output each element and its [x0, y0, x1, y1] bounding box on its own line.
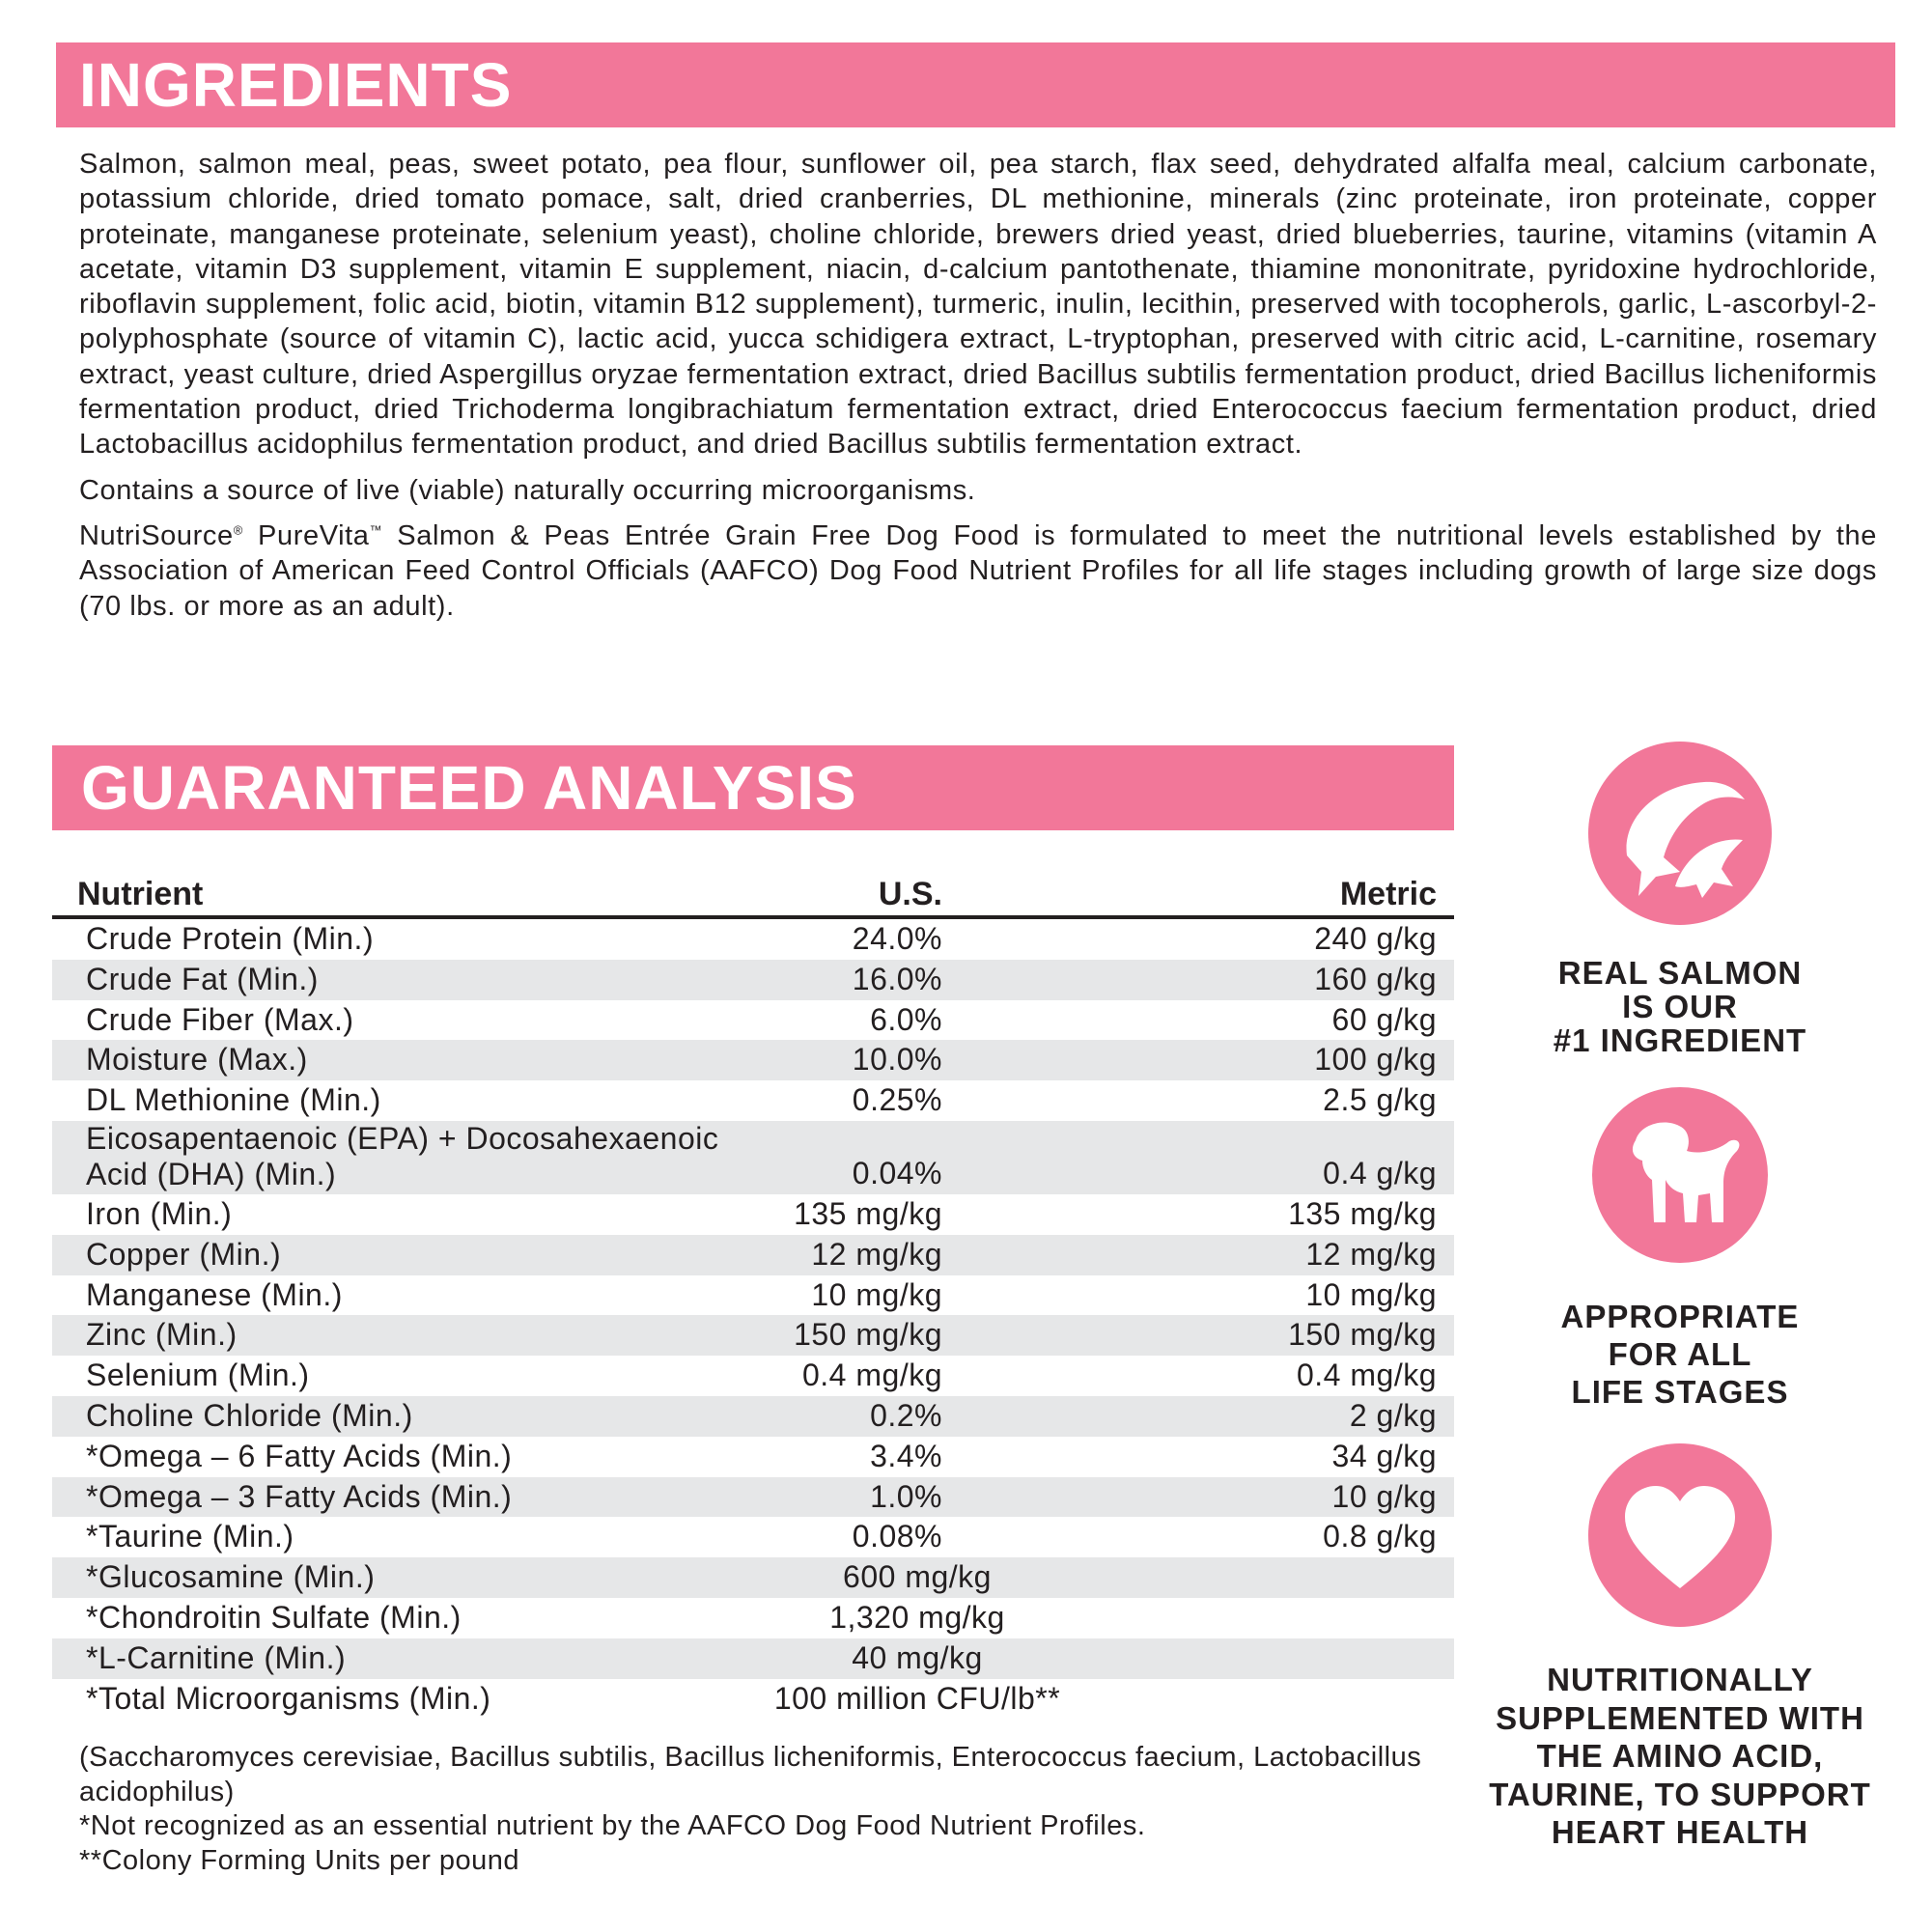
table-row: [52, 1356, 1454, 1396]
us-value: 24.0%: [852, 921, 942, 956]
table-row: [52, 1315, 1454, 1356]
nutrient-name: *Omega – 3 Fatty Acids (Min.): [86, 1478, 513, 1514]
table-row: [52, 1121, 1454, 1194]
metric-value: 60 g/kg: [1331, 1001, 1437, 1037]
nutrient-name: Copper (Min.): [86, 1236, 282, 1272]
metric-value: 240 g/kg: [1314, 921, 1437, 956]
us-value: 0.25%: [852, 1082, 942, 1118]
nutrient-name: Manganese (Min.): [86, 1276, 343, 1312]
nutrient-name: Crude Fiber (Max.): [86, 1001, 354, 1037]
metric-value: 2 g/kg: [1349, 1397, 1437, 1433]
us-value: 3.4%: [870, 1438, 942, 1473]
table-row: [52, 1477, 1454, 1518]
us-value: 16.0%: [852, 961, 942, 996]
analysis-table-body: [52, 919, 1454, 1719]
badge-life-stages-text: APPROPRIATE FOR ALL LIFE STAGES: [1560, 1299, 1800, 1410]
nutrient-name: Moisture (Max.): [86, 1042, 308, 1078]
metric-value: 0.8 g/kg: [1323, 1519, 1437, 1554]
us-value: 10 mg/kg: [811, 1276, 942, 1312]
table-row: [52, 1194, 1454, 1235]
nutrient-name: *Taurine (Min.): [86, 1519, 294, 1554]
us-value: 10.0%: [852, 1042, 942, 1078]
salmon-icon: [1588, 742, 1772, 925]
us-value: 0.4 mg/kg: [801, 1358, 942, 1393]
puppy-icon: [1592, 1087, 1768, 1263]
metric-value: 10 mg/kg: [1305, 1276, 1437, 1312]
table-row: [52, 960, 1454, 1000]
trademark-mark: ™: [369, 522, 383, 538]
combined-value: 100 million CFU/lb**: [773, 1680, 1061, 1716]
us-value: 1.0%: [870, 1478, 942, 1514]
metric-value: 34 g/kg: [1331, 1438, 1437, 1473]
metric-value: 12 mg/kg: [1305, 1236, 1437, 1272]
product-line: PureVita: [258, 519, 370, 551]
nutrient-name: Selenium (Min.): [86, 1358, 310, 1393]
nutrient-name: Crude Fat (Min.): [86, 961, 319, 996]
footnote: **Colony Forming Units per pound: [79, 1844, 520, 1876]
microorganisms-note: Contains a source of live (viable) naturally occurring microorganisms.: [79, 474, 976, 506]
aafco-statement-text: Salmon & Peas Entrée Grain Free Dog Food is formulated to meet the nutritional levels established by the Association of American Feed Control Officials (AAFCO) Dog Food Nutrient Profiles for all life stages including growth of large size dogs (70 lbs. or more as an adult).: [79, 519, 1877, 622]
us-value: 6.0%: [870, 1001, 942, 1037]
table-row: [52, 1679, 1454, 1720]
combined-value: 40 mg/kg: [852, 1639, 983, 1675]
table-row: [52, 919, 1454, 960]
heart-icon: [1588, 1443, 1772, 1627]
badge-real-salmon: [1487, 742, 1873, 1057]
metric-value: 2.5 g/kg: [1323, 1082, 1437, 1118]
table-row: [52, 1275, 1454, 1316]
analysis-table-header: [52, 873, 1454, 919]
badge-heart-health-text: NUTRITIONALLY SUPPLEMENTED WITH THE AMINO ACID, TAURINE, TO SUPPORT HEART HEALTH: [1489, 1662, 1871, 1850]
table-row: [52, 1000, 1454, 1041]
nutrient-name: DL Methionine (Min.): [86, 1082, 381, 1118]
badge-heart-health: [1487, 1443, 1873, 1852]
table-row: [52, 1557, 1454, 1598]
us-value: 135 mg/kg: [794, 1195, 942, 1231]
ingredients-title: INGREDIENTS: [79, 50, 513, 120]
badge-real-salmon-text: REAL SALMON IS OUR #1 INGREDIENT: [1553, 955, 1807, 1058]
metric-value: 100 g/kg: [1314, 1042, 1437, 1078]
analysis-table: [52, 873, 1454, 1719]
nutrient-name: Zinc (Min.): [86, 1317, 238, 1353]
metric-value: 160 g/kg: [1314, 961, 1437, 996]
nutrient-name: *Omega – 6 Fatty Acids (Min.): [86, 1438, 513, 1473]
table-row: [52, 1396, 1454, 1437]
brand-name: NutriSource: [79, 519, 234, 551]
table-row: [52, 1080, 1454, 1121]
header-nutrient: Nutrient: [77, 876, 204, 912]
table-row: [52, 1235, 1454, 1275]
registered-mark: ®: [233, 522, 243, 538]
analysis-footnotes: [79, 1741, 1450, 1878]
footnote: (Saccharomyces cerevisiae, Bacillus subtilis, Bacillus licheniformis, Enterococcus faecium, Lactobacillus acidophilus): [79, 1742, 1422, 1807]
header-metric: Metric: [1339, 876, 1437, 912]
analysis-title: GUARANTEED ANALYSIS: [81, 753, 857, 823]
combined-value: 1,320 mg/kg: [829, 1599, 1005, 1635]
footnote: *Not recognized as an essential nutrient by the AAFCO Dog Food Nutrient Profiles.: [79, 1810, 1146, 1841]
nutrient-name: *Glucosamine (Min.): [86, 1559, 376, 1595]
nutrient-name: *Chondroitin Sulfate (Min.): [86, 1599, 462, 1635]
us-value: 150 mg/kg: [794, 1317, 942, 1353]
nutrient-name: *Total Microorganisms (Min.): [86, 1680, 491, 1716]
metric-value: 135 mg/kg: [1288, 1195, 1437, 1231]
nutrient-name: Iron (Min.): [86, 1195, 233, 1231]
ingredients-banner: [56, 42, 1895, 127]
nutrient-name: *L-Carnitine (Min.): [86, 1639, 347, 1675]
ingredients-list: Salmon, salmon meal, peas, sweet potato, pea flour, sunflower oil, pea starch, flax seed, dehydrated alfalfa meal, calcium carbonate, potassium chloride, dried tomato pomace, salt, dried cranberries, DL methionine, minerals (zinc proteinate, iron proteinate, copper proteinate, manganese proteinate, selenium yeast), choline chloride, brewers dried yeast, dried blueberries, taurine, vitamins (vitamin A acetate, vitamin D3 supplement, vitamin E supplement, niacin, d-calcium pantothenate, thiamine mononitrate, pyridoxine hydrochloride, riboflavin supplement, folic acid, biotin, vitamin B12 supplement), turmeric, inulin, lecithin, preserved with tocopherols, garlic, L-ascorbyl-2-polyphosphate (source of vitamin C), lactic acid, yucca schidigera extract, L-tryptophan, preserved with citric acid, L-carnitine, rosemary extract, yeast culture, dried Aspergillus oryzae fermentation extract, dried Bacillus subtilis fermentation product, dried Bacillus licheniformis fermentation product, dried Trichoderma longibrachiatum fermentation extract, dried Enterococcus faecium fermentation product, dried Lactobacillus acidophilus fermentation product, and dried Bacillus subtilis fermentation extract.: [79, 149, 1877, 461]
metric-value: 10 g/kg: [1331, 1478, 1437, 1514]
us-value: 12 mg/kg: [811, 1236, 942, 1272]
table-row: [52, 1040, 1454, 1080]
badge-life-stages: [1487, 1087, 1873, 1411]
metric-value: 0.4 g/kg: [1323, 1156, 1437, 1191]
header-us: U.S.: [878, 876, 942, 912]
metric-value: 150 mg/kg: [1288, 1317, 1437, 1353]
aafco-statement: [79, 518, 1877, 624]
table-row: [52, 1598, 1454, 1638]
combined-value: 600 mg/kg: [843, 1559, 992, 1595]
nutrient-name: Eicosapentaenoic (EPA) + Docosahexaenoic Acid (DHA) (Min.): [86, 1120, 719, 1191]
ingredients-section: [79, 147, 1877, 634]
us-value: 0.04%: [852, 1156, 942, 1191]
us-value: 0.08%: [852, 1519, 942, 1554]
us-value: 0.2%: [870, 1397, 942, 1433]
nutrient-name: Crude Protein (Min.): [86, 921, 375, 956]
analysis-banner: [52, 745, 1454, 830]
table-row: [52, 1437, 1454, 1477]
table-row: [52, 1638, 1454, 1679]
nutrient-name: Choline Chloride (Min.): [86, 1397, 413, 1433]
table-row: [52, 1517, 1454, 1557]
metric-value: 0.4 mg/kg: [1296, 1358, 1437, 1393]
